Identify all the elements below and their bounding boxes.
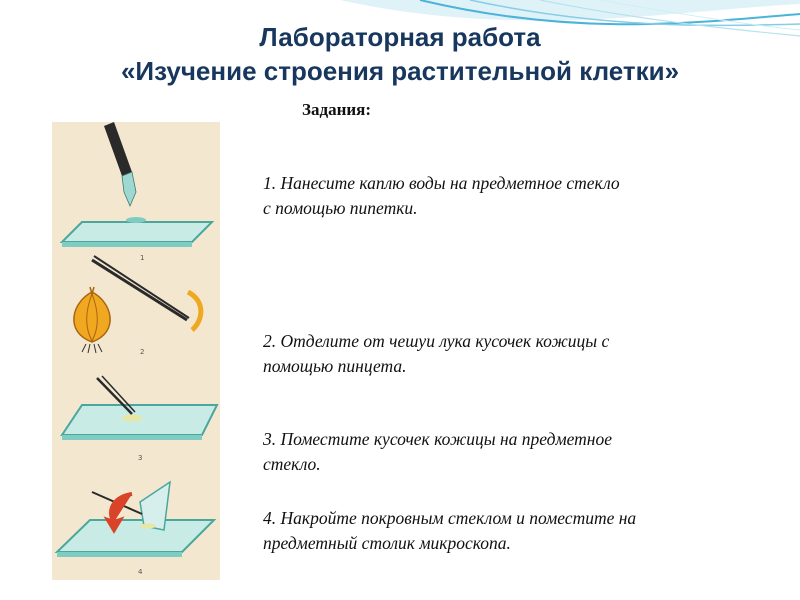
task-3-line-2: стекло. bbox=[263, 454, 321, 474]
procedure-illustration bbox=[52, 122, 220, 580]
tasks-heading: Задания: bbox=[302, 100, 372, 119]
slide-step3-icon bbox=[62, 405, 217, 440]
task-1 bbox=[263, 171, 763, 221]
page-title-subject: «Изучение строения растительной клетки» bbox=[120, 56, 680, 86]
step-number-1: 1 bbox=[140, 254, 145, 262]
step-number-3: 3 bbox=[138, 454, 143, 462]
task-2 bbox=[263, 329, 763, 379]
task-3-line-1: 3. Поместите кусочек кожицы на предметное bbox=[263, 429, 612, 449]
task-2-line-1: 2. Отделите от чешуи лука кусочек кожицы с bbox=[263, 331, 610, 351]
task-4-line-2: предметный столик микроскопа. bbox=[263, 533, 511, 553]
task-3 bbox=[263, 427, 763, 477]
task-4 bbox=[263, 506, 783, 556]
task-1-line-2: с помощью пипетки. bbox=[263, 198, 418, 218]
step-number-4: 4 bbox=[138, 568, 143, 576]
task-4-line-1: 4. Накройте покровным стеклом и поместите на bbox=[263, 508, 637, 528]
page-title: Лабораторная работа bbox=[259, 22, 541, 52]
task-1-line-1: 1. Нанесите каплю воды на предметное стекло bbox=[263, 173, 620, 193]
slide-step1-icon bbox=[62, 217, 212, 247]
task-2-line-2: помощью пинцета. bbox=[263, 356, 407, 376]
step-number-2: 2 bbox=[140, 348, 145, 356]
